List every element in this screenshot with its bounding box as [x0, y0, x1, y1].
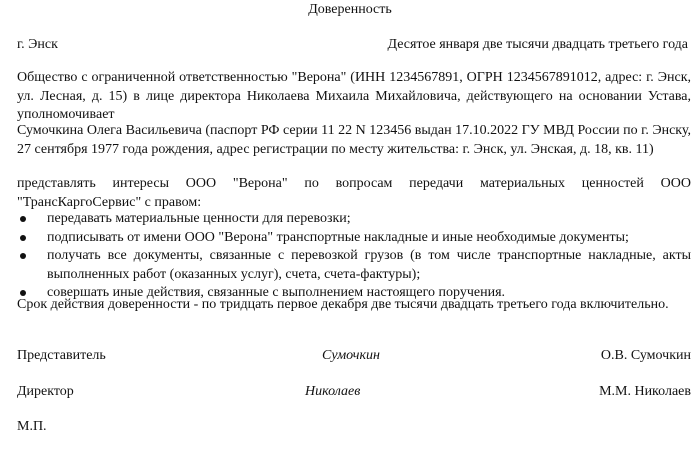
power-text: передавать материальные ценности для перевозки; [47, 211, 351, 226]
power-text: совершать иные действия, связанные с выполнением настоящего поручения. [47, 285, 506, 300]
director-role: Директор [17, 384, 74, 399]
director-signature-row [17, 383, 691, 401]
representative-signature-row [17, 347, 691, 365]
term-paragraph: Срок действия доверенности - по тридцать первое декабря две тысячи двадцать третьего года включительно. [17, 297, 669, 312]
power-text: подписывать от имени ООО "Верона" транспортные накладные и иные необходимые документы; [47, 229, 629, 245]
representative-paragraph: Сумочкина Олега Васильевича (паспорт РФ серии 11 22 N 123456 выдан 17.10.2022 ГУ МВД России по г. Энску, 27 сентября 1977 года рождения, адрес регистрации по месту жительства: г. Энск, ул. Энская, д. 18, кв. 11) [17, 123, 691, 157]
company-paragraph: Общество с ограниченной ответственностью "Верона" (ИНН 1234567891, ОГРН 1234567891012, адрес: г. Энск, ул. Лесная, д. 15) в лице директора Николаева Михаила Михайловича, действующего на основании Устава, уполномочивает [17, 70, 691, 122]
list-item [17, 210, 691, 229]
document-date: Десятое января две тысячи двадцать третьего года [387, 37, 688, 52]
representative-role: Представитель [17, 348, 106, 363]
list-item [17, 247, 691, 284]
power-text: получать все документы, связанные с перевозкой грузов (в том числе транспортные накладные, акты выполненных работ (оказанных услуг), счета, счета-фактуры); [47, 248, 691, 282]
list-item [17, 229, 691, 248]
bullet-icon [20, 253, 26, 259]
director-signature: Николаев [305, 384, 361, 399]
authority-paragraph: представлять интересы ООО "Верона" по вопросам передачи материальных ценностей ООО "ТрансКаргоСервис" с правом: [17, 176, 691, 210]
bullet-icon [20, 235, 26, 241]
bullet-icon [20, 216, 26, 222]
document-city: г. Энск [17, 37, 58, 52]
document-title: Доверенность [308, 2, 392, 17]
representative-name: О.В. Сумочкин [600, 348, 691, 363]
director-name: М.М. Николаев [599, 384, 691, 399]
powers-list [17, 210, 691, 303]
seal-label: М.П. [17, 419, 47, 434]
representative-signature: Сумочкин [322, 348, 380, 363]
